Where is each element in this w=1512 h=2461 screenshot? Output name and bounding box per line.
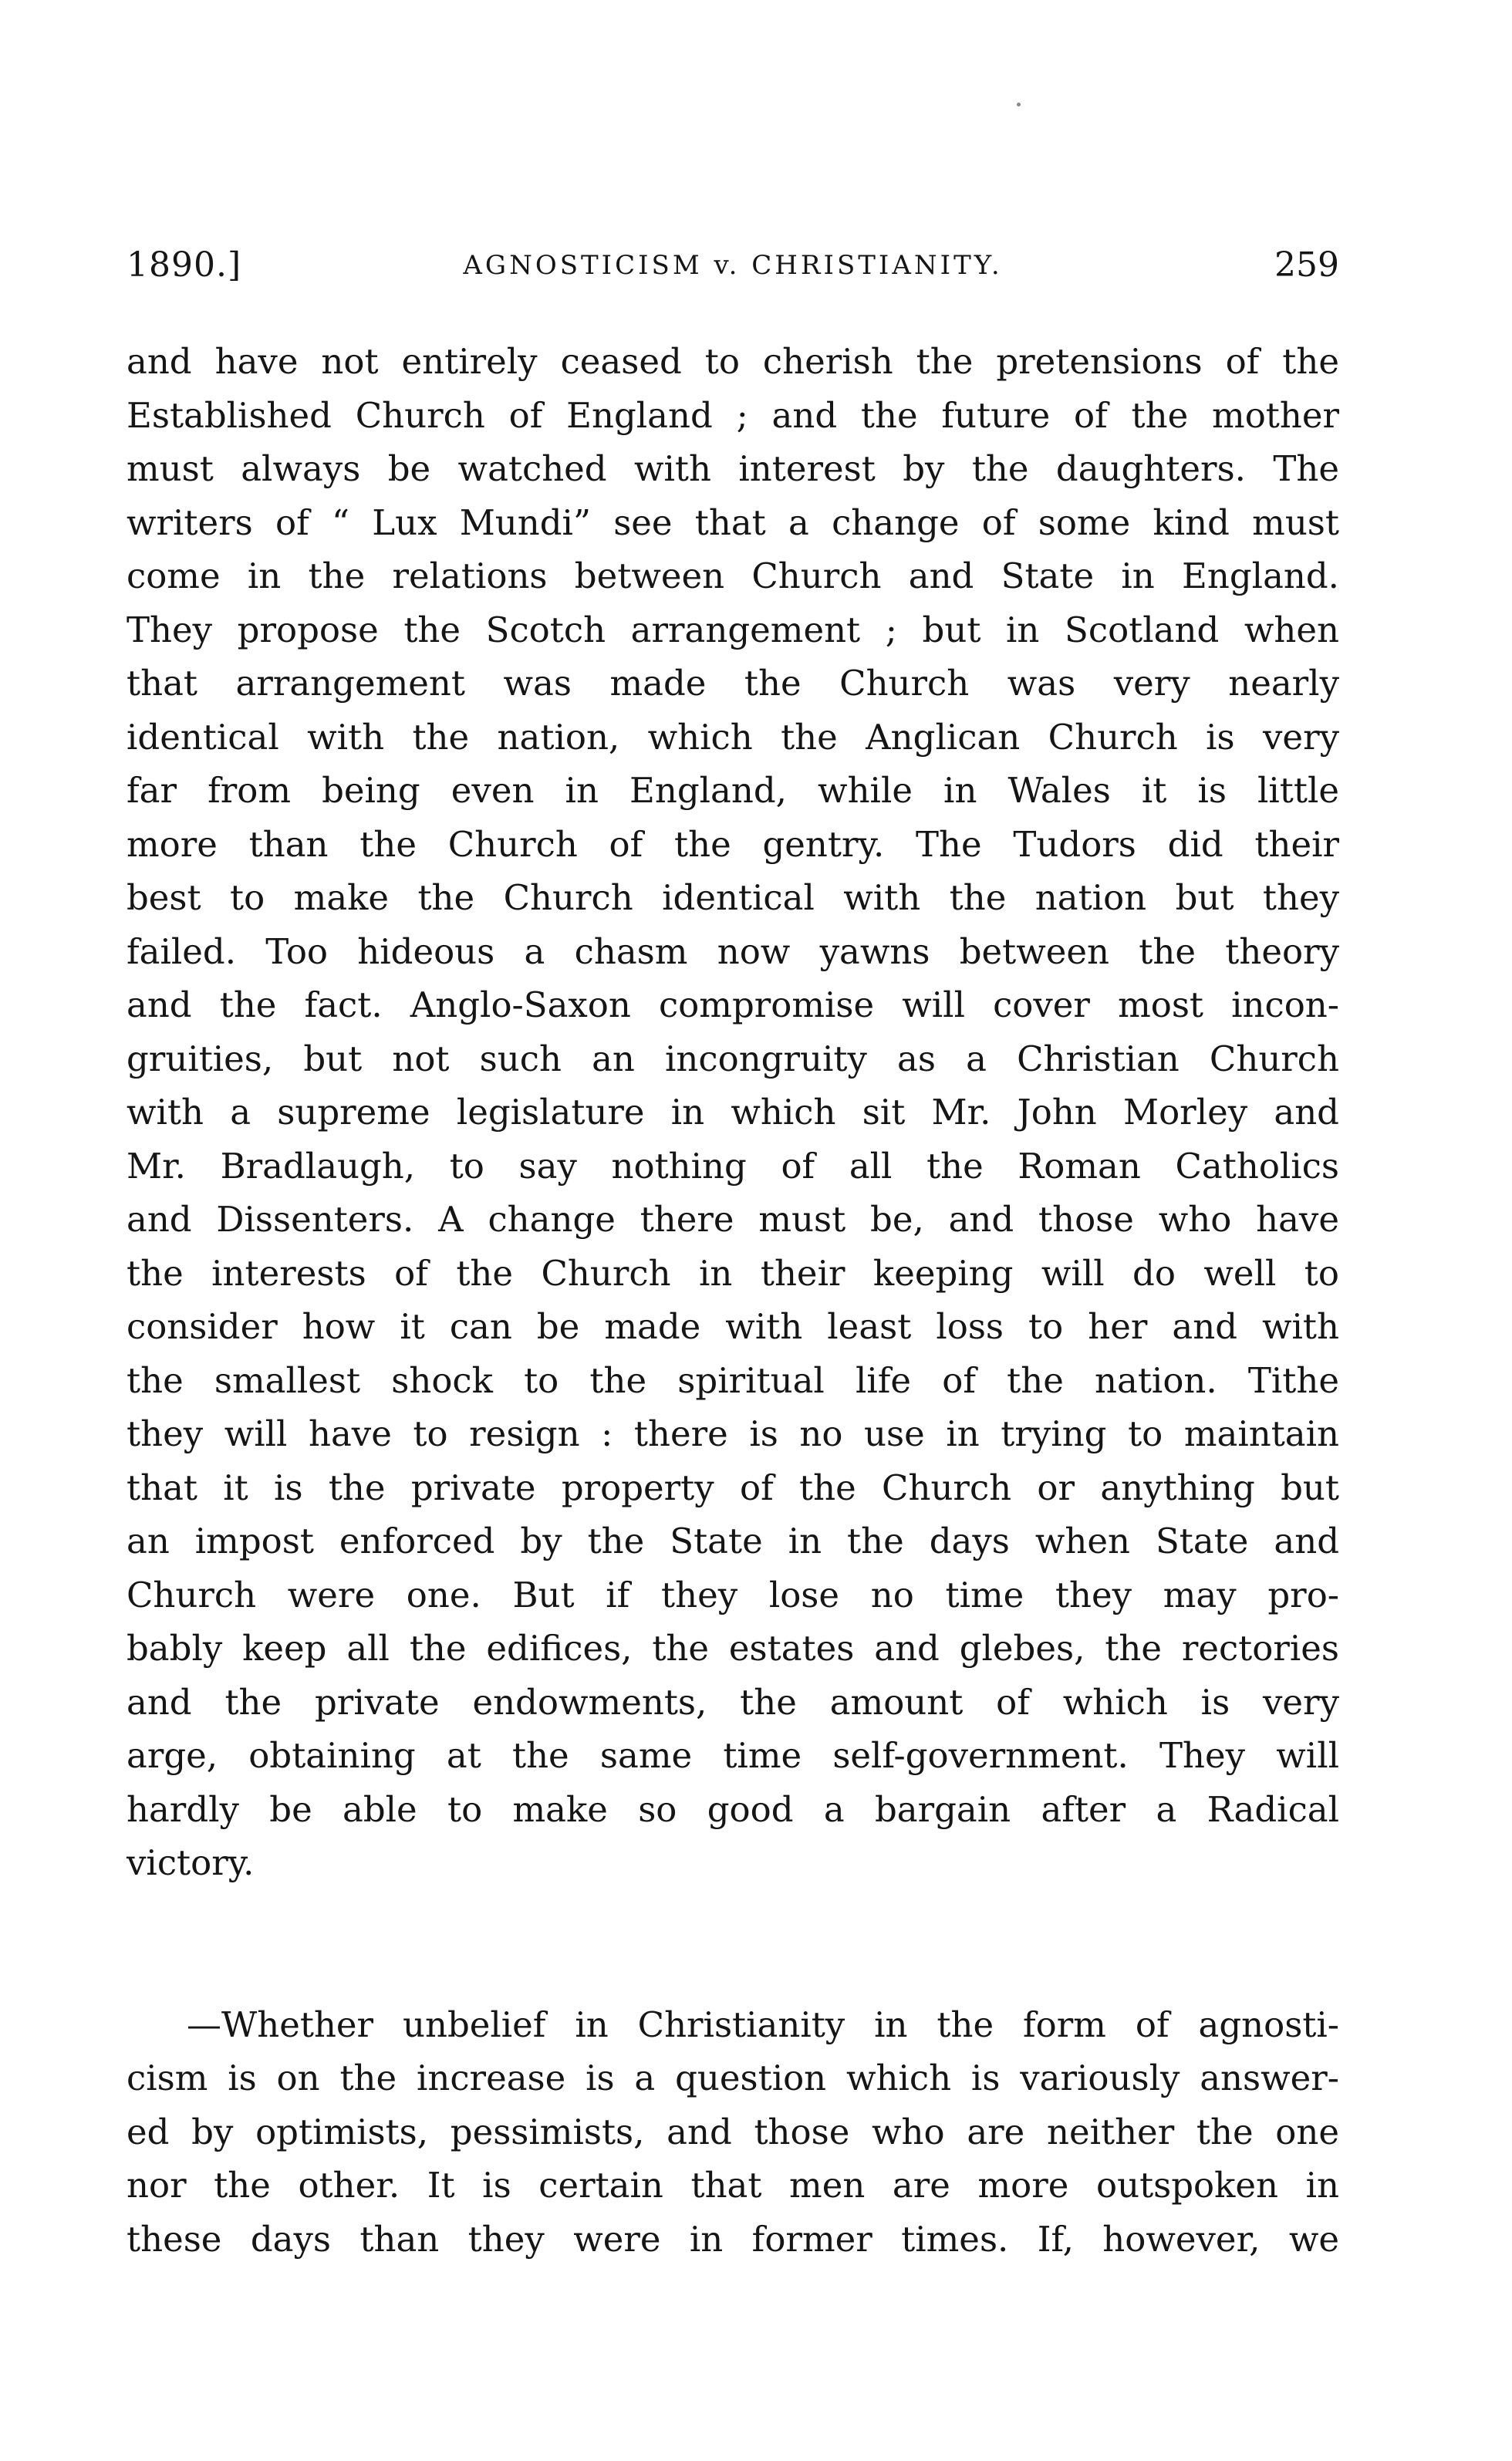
text-line: Established Church of England ; and the future of the mother: [127, 394, 1339, 436]
text-line: far from being even in England, while in Wales it is little: [127, 770, 1339, 811]
text-line: more than the Church of the gentry. The Tudors did their: [127, 823, 1339, 865]
paragraph-2: [127, 1998, 1339, 2267]
text-line: Church were one. But if they lose no time they may pro-: [127, 1574, 1339, 1615]
running-head: [127, 245, 1339, 293]
text-line: with a supreme legislature in which sit Mr. John Morley and: [127, 1092, 1339, 1133]
text-line: the smallest shock to the spiritual life of the nation. Tithe: [127, 1359, 1339, 1401]
text-line: hardly be able to make so good a bargain after a Radical: [127, 1788, 1339, 1830]
paragraph-1: [127, 335, 1339, 1890]
text-line: that it is the private property of the Church or anything but: [127, 1467, 1339, 1508]
text-line: these days than they were in former times. If, however, we: [127, 2218, 1339, 2260]
text-line: Mr. Bradlaugh, to say nothing of all the Roman Catholics: [127, 1145, 1339, 1187]
running-head-year: 1890.]: [127, 245, 242, 285]
text-line: identical with the nation, which the Anglican Church is very: [127, 716, 1339, 758]
text-line: and have not entirely ceased to cherish the pretensions of the: [127, 341, 1339, 382]
text-line: bably keep all the edifices, the estates and glebes, the rectories: [127, 1628, 1339, 1669]
text-line: best to make the Church identical with the nation but they: [127, 877, 1339, 918]
page-number: 259: [1274, 245, 1339, 285]
text-line: gruities, but not such an incongruity as a Christian Church: [127, 1038, 1339, 1079]
text-line: They propose the Scotch arrangement ; but in Scotland when: [127, 609, 1339, 650]
text-line: failed. Too hideous a chasm now yawns between the theory: [127, 930, 1339, 972]
text-line: —Whether unbelief in Christianity in the form of agnosti-: [187, 2004, 1339, 2045]
text-line: and Dissenters. A change there must be, and those who have: [127, 1199, 1339, 1240]
text-line: that arrangement was made the Church was very nearly: [127, 663, 1339, 704]
text-line: consider how it can be made with least loss to her and with: [127, 1306, 1339, 1347]
paper-speck: [1017, 103, 1021, 106]
text-line: victory.: [127, 1842, 255, 1883]
text-line: they will have to resign : there is no use in trying to maintain: [127, 1413, 1339, 1454]
text-line: arge, obtaining at the same time self-government. They will: [127, 1735, 1339, 1776]
text-line: come in the relations between Church and State in England.: [127, 555, 1339, 596]
text-line: must always be watched with interest by the daughters. The: [127, 448, 1339, 489]
running-head-title: AGNOSTICISM v. CHRISTIANITY.: [463, 250, 1003, 281]
text-line: the interests of the Church in their keeping will do well to: [127, 1252, 1339, 1294]
text-line: ed by optimists, pessimists, and those who are neither the one: [127, 2111, 1339, 2152]
text-line: an impost enforced by the State in the days when State and: [127, 1521, 1339, 1561]
body-text: [127, 335, 1339, 2266]
text-line: and the private endowments, the amount of which is very: [127, 1681, 1339, 1723]
text-line: and the fact. Anglo-Saxon compromise will cover most incon-: [127, 984, 1339, 1025]
text-line: nor the other. It is certain that men are more outspoken in: [127, 2165, 1339, 2206]
text-line: writers of “ Lux Mundi” see that a change of some kind must: [127, 501, 1339, 543]
paragraph-separator: [127, 1890, 1339, 1998]
text-line: cism is on the increase is a question which is variously answer-: [127, 2058, 1339, 2098]
